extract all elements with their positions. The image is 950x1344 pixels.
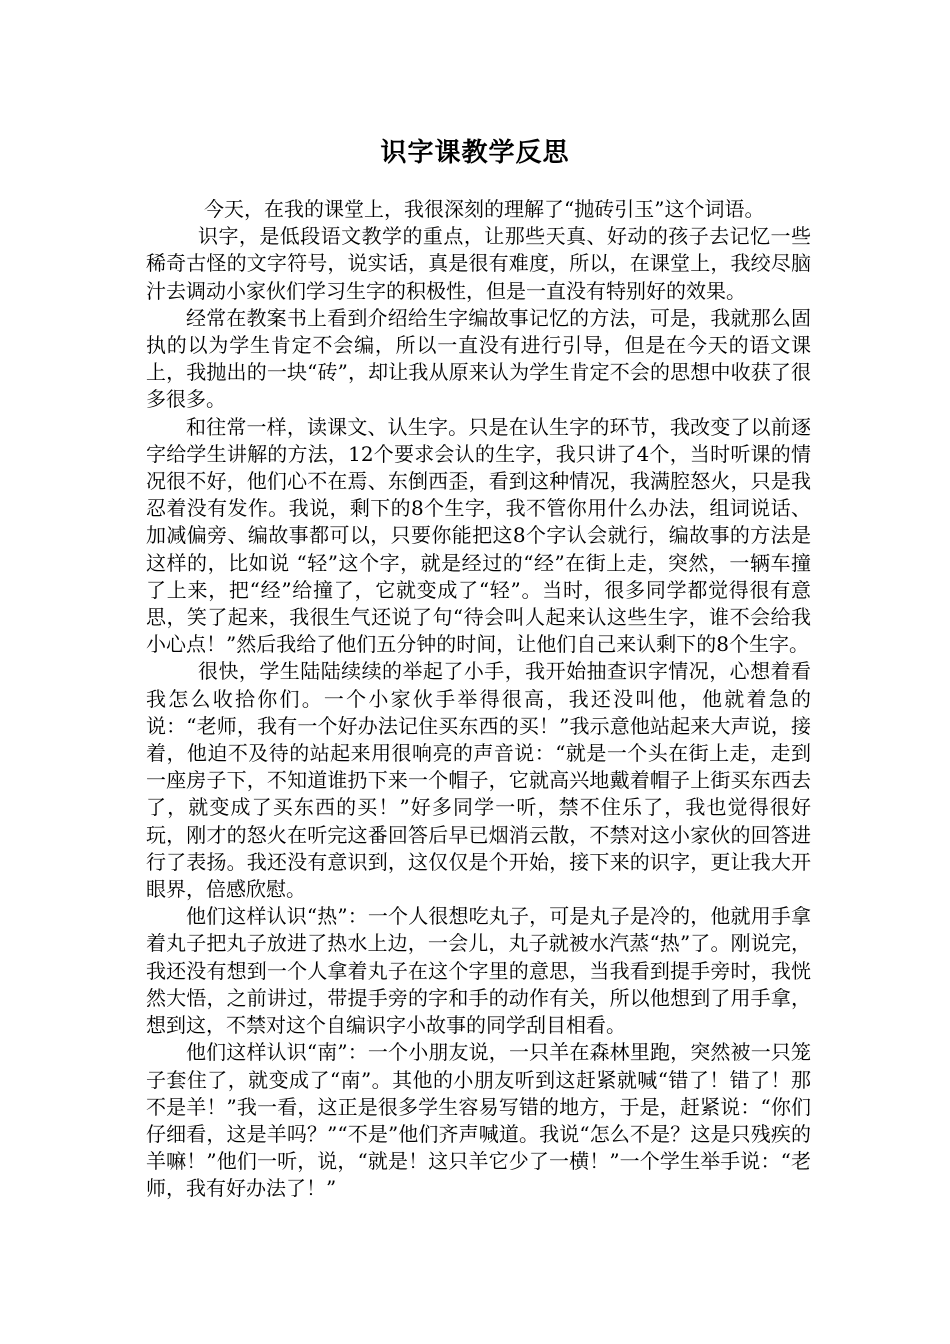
paragraph-2: 识字，是低段语文教学的重点，让那些天真、好动的孩子去记忆一些稀奇古怪的文字符号，说实话，真是很有难度，所以，在课堂上，我绞尽脑汁去调动小家伙们学习生字的积极性，但是一直没有特别好的效果。 <box>146 224 811 303</box>
paragraph-6: 他们这样认识“热”：一个人很想吃丸子，可是丸子是冷的，他就用手拿着丸子把丸子放进了热水上边，一会儿，丸子就被水汽蒸“热”了。刚说完，我还没有想到一个人拿着丸子在这个字里的意思，当我看到提手旁时，我恍然大悟，之前讲过，带提手旁的字和手的动作有关，所以他想到了用手拿，想到这，不禁对这个自编识字小故事的同学刮目相看。 <box>146 904 811 1038</box>
paragraph-3: 经常在教案书上看到介绍给生字编故事记忆的方法，可是，我就那么固执的以为学生肯定不会编，所以一直没有进行引导，但是在今天的语文课上，我抛出的一块“砖”，却让我从原来认为学生肯定不会的思想中收获了很多很多。 <box>146 305 811 412</box>
paragraph-5: 很快，学生陆陆续续的举起了小手，我开始抽查识字情况，心想着看我怎么收拾你们。一个小家伙手举得很高，我还没叫他，他就着急的说：“老师，我有一个好办法记住买东西的买！”我示意他站起来大声说，接着，他迫不及待的站起来用很响亮的声音说：“就是一个头在街上走，走到一座房子下，不知道谁扔下来一个帽子，它就高兴地戴着帽子上街买东西去了，就变成了买东西的买！”好多同学一听，禁不住乐了，我也觉得很好玩，刚才的怒火在听完这番回答后早已烟消云散，不禁对这小家伙的回答进行了表扬。我还没有意识到，这仅仅是个开始，接下来的识字，更让我大开眼界，倍感欣慰。 <box>146 659 811 902</box>
paragraph-1: 今天，在我的课堂上，我很深刻的理解了“抛砖引玉”这个词语。 <box>204 197 765 221</box>
paragraph-4: 和往常一样，读课文、认生字。只是在认生字的环节，我改变了以前逐字给学生讲解的方法，12个要求会认的生字，我只讲了4个，当时听课的情况很不好，他们心不在焉、东倒西歪，看到这种情况，我满腔怒火，只是我忍着没有发作。我说，剩下的8个生字，我不管你用什么办法，组词说话、加减偏旁、编故事都可以，只要你能把这8个字认会就行，编故事的方法是这样的，比如说 “轻”这个字，就是经过的“经”在街上走，突然，一辆车撞了上来，把“经”给撞了，它就变成了“轻”。当时，很多同学都觉得很有意思，笑了起来，我很生气还说了句“待会叫人起来认这些生字，谁不会给我小心点！”然后我给了他们五分钟的时间，让他们自己来认剩下的8个生字。 <box>146 414 811 657</box>
paragraph-7: 他们这样认识“南”：一个小朋友说，一只羊在森林里跑，突然被一只笼子套住了，就变成了“南”。其他的小朋友听到这赶紧就喊“错了！错了！那不是羊！”我一看，这正是很多学生容易写错的地方，于是，赶紧说：“你们仔细看，这是羊吗？”“不是”他们齐声喊道。我说“怎么不是？这是只残疾的羊嘛！”他们一听，说，“就是！这只羊它少了一横！”一个学生举手说：“老师，我有好办法了！” <box>146 1040 811 1201</box>
document-body <box>146 196 811 1203</box>
document-title: 识字课教学反思 <box>380 138 570 168</box>
